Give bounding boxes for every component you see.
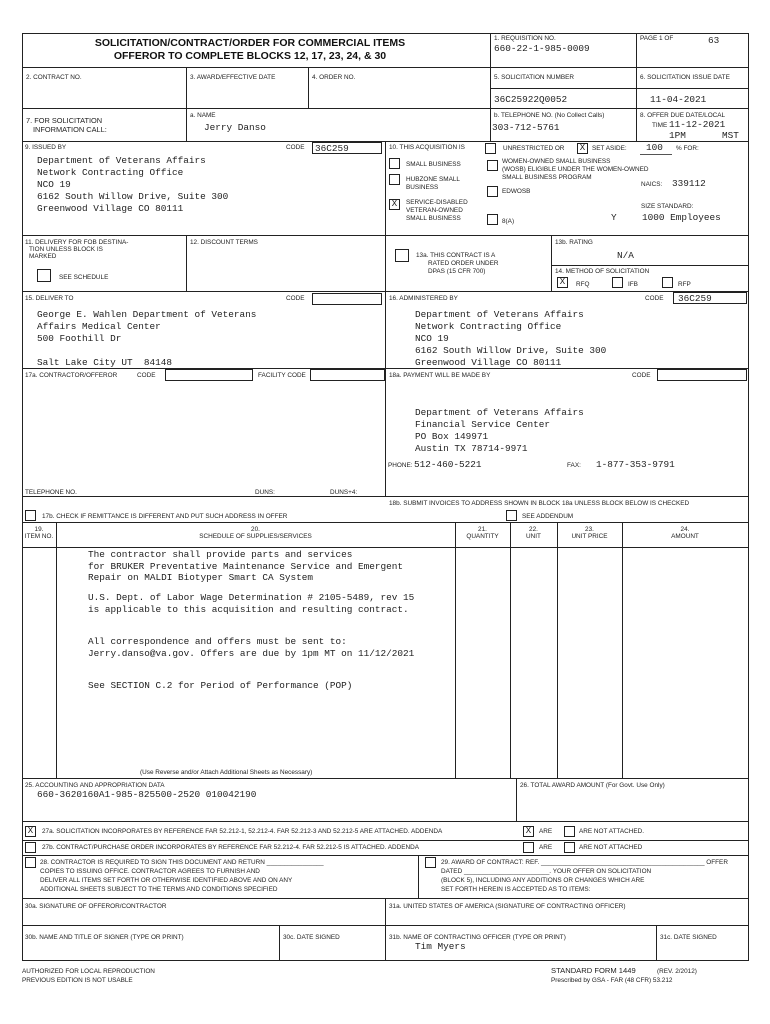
rated-order-label-3: DPAS (15 CFR 700) [428,268,486,275]
contractor-telephone-label: TELEPHONE NO. [25,489,77,496]
naics-code[interactable]: 339112 [672,178,706,189]
27b-not-checkbox[interactable] [564,842,575,853]
info-call-label-2: INFORMATION CALL: [33,125,107,134]
offer-due-date[interactable]: 11-12-2021 [669,119,726,130]
administered-by-label: 16. ADMINISTERED BY [389,295,458,302]
fob-label-3: MARKED [29,253,57,260]
28-checkbox[interactable] [25,857,36,868]
offeror-signature-label: 30a. SIGNATURE OF OFFEROR/CONTRACTOR [25,903,167,910]
wosb-label-3: SMALL BUSINESS PROGRAM [502,174,592,181]
duns4-label: DUNS+4: [330,489,358,496]
telephone-label: b. TELEPHONE NO. (No Collect Calls) [494,112,605,119]
offer-due-label-2: TIME [652,122,668,129]
see-addendum-label: SEE ADDENDUM [522,513,574,520]
unrestricted-label: UNRESTRICTED OR [503,145,565,152]
col-schedule-num: 20. [251,526,260,533]
footer-form-name: STANDARD FORM 1449 [551,966,636,975]
sdvosb-checkbox[interactable]: X [389,199,400,210]
see-addendum-checkbox[interactable] [506,510,517,521]
29-checkbox[interactable] [425,857,436,868]
edwosb-checkbox[interactable] [487,186,498,197]
wosb-label-2: (WOSB) ELIGIBLE UNDER THE WOMEN-OWNED [502,166,649,173]
footer-authorized: AUTHORIZED FOR LOCAL REPRODUCTION [22,968,155,975]
payment-phone-label: PHONE: [388,462,413,469]
award-date-label: 3. AWARD/EFFECTIVE DATE [190,74,276,81]
administered-by-code: 36C259 [678,293,712,304]
hubzone-checkbox[interactable] [389,174,400,185]
size-standard[interactable]: 1000 Employees [642,212,721,223]
col-unit: UNIT [526,533,541,540]
rated-order-label-2: RATED ORDER UNDER [428,260,499,267]
27b-text: 27b. CONTRACT/PURCHASE ORDER INCORPORATES BY REFERENCE FAR 52.212-4. FAR 52.212-5 IS ATTACHED. ADDENDA [42,844,420,851]
deliver-to-label: 15. DELIVER TO [25,295,74,302]
accounting-value: 660-3620160A1-985-825500-2520 010042190 [37,789,257,800]
28-line-2: COPIES TO ISSUING OFFICE. CONTRACTOR AGREES TO FURNISH AND [40,868,260,875]
deliver-to-code-box[interactable] [312,293,382,305]
acquisition-label: 10. THIS ACQUISITION IS [389,144,465,151]
29-line-1: 29. AWARD OF CONTRACT: REF. ______________________________________________ OFFER [441,859,728,866]
remittance-label: 17b. CHECK IF REMITTANCE IS DIFFERENT AND PUT SUCH ADDRESS IN OFFER [42,513,288,520]
see-schedule-label: SEE SCHEDULE [59,274,109,281]
issued-by-code-label: CODE [286,144,305,151]
27b-checkbox[interactable] [25,842,36,853]
schedule-description-4: See SECTION C.2 for Period of Performance (POP) [88,680,353,691]
payment-code-label: CODE [632,372,651,379]
rating-label: 13b. RATING [555,239,593,246]
administered-by-code-label: CODE [645,295,664,302]
offer-due-time[interactable]: 1PM [669,130,686,141]
payment-label: 18a. PAYMENT WILL BE MADE BY [389,372,491,379]
sdvosb-label-2: VETERAN-OWNED [406,207,463,214]
size-standard-flag: Y [611,212,617,223]
set-aside-percent[interactable]: 100 [646,142,663,153]
fob-label-1: 11. DELIVERY FOR FOB DESTINA- [25,239,129,246]
offer-due-zone: MST [722,130,739,141]
issued-by-address: Department of Veterans Affairs Network Contracting Office NCO 19 6162 South Willow Drive, Suite 300 Greenwood Village CO 80111 [37,155,229,214]
officer-signature-label: 31a. UNITED STATES OF AMERICA (SIGNATURE OF CONTRACTING OFFICER) [389,903,626,910]
col-item-no: ITEM NO. [24,533,54,540]
payment-fax: 1-877-353-9791 [596,459,675,470]
contractor-code-box[interactable] [165,369,253,381]
see-schedule-checkbox[interactable] [37,269,51,282]
8a-label: 8(A) [502,218,515,225]
page-total: 63 [708,35,720,46]
27b-are-checkbox[interactable] [523,842,534,853]
remittance-checkbox[interactable] [25,510,36,521]
payment-address: Department of Veterans Affairs Financial Service Center PO Box 149971 Austin TX 78714-9971 [415,407,584,454]
payment-code-box[interactable] [657,369,747,381]
officer-name-label: 31b. NAME OF CONTRACTING OFFICER (TYPE OR PRINT) [389,934,566,941]
payment-phone: 512-460-5221 [414,459,482,470]
page-label: PAGE 1 OF [640,35,674,42]
solicitation-issue-date[interactable]: 11-04-2021 [650,94,707,105]
submit-invoices-label: 18b. SUBMIT INVOICES TO ADDRESS SHOWN IN BLOCK 18a UNLESS BLOCK BELOW IS CHECKED [389,500,690,507]
schedule-footer-note: (Use Reverse and/or Attach Additional Sheets as Necessary) [140,769,313,776]
naics-label: NAICS: [641,181,663,188]
29-line-3: (BLOCK 5), INCLUDING ANY ADDITIONS OR CHANGES WHICH ARE [441,877,645,884]
signer-name-label: 30b. NAME AND TITLE OF SIGNER (TYPE OR PRINT) [25,934,184,941]
size-standard-label: SIZE STANDARD: [641,203,694,210]
footer-form-rev: (REV. 2/2012) [657,968,697,975]
offeror-date-signed-label: 30c. DATE SIGNED [283,934,340,941]
contractor-label: 17a. CONTRACTOR/OFFEROR [25,372,118,379]
issued-by-label: 9. ISSUED BY [25,144,67,151]
method-label: 14. METHOD OF SOLICITATION [555,268,650,275]
contact-telephone[interactable]: 303-712-5761 [492,122,560,133]
wosb-label-1: WOMEN-OWNED SMALL BUSINESS [502,158,611,165]
solicitation-number[interactable]: 36C25922Q0052 [494,94,568,105]
payment-fax-label: FAX: [567,462,581,469]
footer-prescribed: Prescribed by GSA - FAR (48 CFR) 53.212 [551,977,673,984]
contact-name[interactable]: Jerry Danso [204,122,266,133]
wosb-checkbox[interactable] [487,160,498,171]
27a-not-label: ARE NOT ATTACHED. [579,828,644,835]
issued-by-code-box[interactable] [312,142,382,154]
ifb-label: IFB [628,281,638,288]
requisition-label: 1. REQUISITION NO. [494,35,556,42]
name-label: a. NAME [190,112,216,119]
sdvosb-label-3: SMALL BUSINESS [406,215,461,222]
percent-for-label: % FOR: [676,145,699,152]
accounting-label: 25. ACCOUNTING AND APPROPRIATION DATA [25,782,165,789]
requisition-number[interactable]: 660-22-1-985-0009 [494,43,590,54]
27a-text: 27a. SOLICITATION INCORPORATES BY REFERENCE FAR 52.212-1, 52.212-4. FAR 52.212-3 AND 52.212-5 ARE ATTACHED. ADDENDA [42,828,443,835]
col-item-no-num: 19. [34,526,44,533]
officer-date-signed-label: 31c. DATE SIGNED [660,934,717,941]
29-line-4: SET FORTH HEREIN IS ACCEPTED AS TO ITEMS: [441,886,591,893]
order-no-label: 4. ORDER NO. [312,74,356,81]
deliver-to-code-label: CODE [286,295,305,302]
footer-previous-edition: PREVIOUS EDITION IS NOT USABLE [22,977,133,984]
form-title-line2: OFFEROR TO COMPLETE BLOCKS 12, 17, 23, 24, & 30 [113,50,387,62]
facility-code-box[interactable] [310,369,385,381]
col-unit-price: UNIT PRICE [571,533,608,540]
27a-are-label: ARE [539,828,553,835]
28-line-4: ADDITIONAL SHEETS SUBJECT TO THE TERMS AND CONDITIONS SPECIFIED [40,886,278,893]
rfp-label: RFP [678,281,691,288]
27b-not-label: ARE NOT ATTACHED [579,844,643,851]
ifb-checkbox[interactable] [612,277,623,288]
hubzone-label-2: BUSINESS [406,184,439,191]
col-schedule: SCHEDULE OF SUPPLIES/SERVICES [199,533,312,540]
solicitation-issue-date-label: 6. SOLICITATION ISSUE DATE [640,74,730,81]
28-line-3: DELIVER ALL ITEMS SET FORTH OR OTHERWISE IDENTIFIED ABOVE AND ON ANY [40,877,293,884]
rating-value: N/A [617,250,634,261]
contractor-code-label: CODE [137,372,156,379]
col-unit-price-num: 23. [585,526,594,533]
administered-by-code-box[interactable] [673,292,747,304]
sdvosb-label-1: SERVICE-DISABLED [406,199,468,206]
rfq-checkbox[interactable]: X [557,277,568,288]
col-quantity-num: 21. [478,526,487,533]
schedule-description-3: All correspondence and offers must be sent to: Jerry.danso@va.gov. Offers are due by 1pm MT on 11/12/2021 [88,636,415,659]
deliver-to-address: George E. Wahlen Department of Veterans Affairs Medical Center 500 Foothill Dr Salt Lake City UT 84148 [37,309,257,368]
solicitation-number-label: 5. SOLICITATION NUMBER [494,74,575,81]
27a-are-checkbox[interactable]: X [523,826,534,837]
28-line-1: 28. CONTRACTOR IS REQUIRED TO SIGN THIS DOCUMENT AND RETURN ________________ [40,859,324,866]
27b-are-label: ARE [539,844,553,851]
form-title-line1: SOLICITATION/CONTRACT/ORDER FOR COMMERCIAL ITEMS [94,37,406,49]
col-amount: AMOUNT [671,533,699,540]
edwosb-label: EDWOSB [502,188,531,195]
rfp-checkbox[interactable] [662,277,673,288]
rated-order-label-1: 13a. THIS CONTRACT IS A [416,252,496,259]
29-line-2: DATED ________________________. YOUR OFFER ON SOLICITATION [441,868,652,875]
small-business-label: SMALL BUSINESS [406,161,461,168]
offer-due-label-1: 8. OFFER DUE DATE/LOCAL [640,112,726,119]
8a-checkbox[interactable] [487,214,498,225]
schedule-description-1: The contractor shall provide parts and services for BRUKER Preventative Maintenance Service and Emergent Repair on MALDI Biotyper Smart CA System [88,549,404,583]
rfq-label: RFQ [576,281,590,288]
set-aside-label: SET ASIDE: [592,145,627,152]
small-business-checkbox[interactable] [389,158,400,169]
hubzone-label-1: HUBZONE SMALL [406,176,460,183]
issued-by-code: 36C259 [315,143,349,154]
discount-terms-label: 12. DISCOUNT TERMS [190,239,258,246]
set-aside-checkbox[interactable]: X [577,143,588,154]
col-amount-num: 24. [680,526,690,533]
administered-by-address: Department of Veterans Affairs Network Contracting Office NCO 19 6162 South Willow Drive, Suite 300 Greenwood Village CO 80111 [415,309,607,368]
info-call-label-1: 7. FOR SOLICITATION [26,116,103,125]
facility-code-label: FACILITY CODE [258,372,306,379]
col-quantity: QUANTITY [466,533,499,540]
27a-not-checkbox[interactable] [564,826,575,837]
total-award-label: 26. TOTAL AWARD AMOUNT (For Govt. Use Only) [520,782,665,789]
officer-name: Tim Myers [415,941,466,952]
unrestricted-checkbox[interactable] [485,143,496,154]
rated-order-checkbox[interactable] [395,249,409,262]
fob-label-2: TION UNLESS BLOCK IS [29,246,103,253]
27a-checkbox[interactable]: X [25,826,36,837]
duns-label: DUNS: [255,489,275,496]
col-unit-num: 22. [529,526,538,533]
contract-no-label: 2. CONTRACT NO. [26,74,82,81]
schedule-description-2: U.S. Dept. of Labor Wage Determination # 2105-5489, rev 15 is applicable to this acquisition and resulting contract. [88,592,415,615]
